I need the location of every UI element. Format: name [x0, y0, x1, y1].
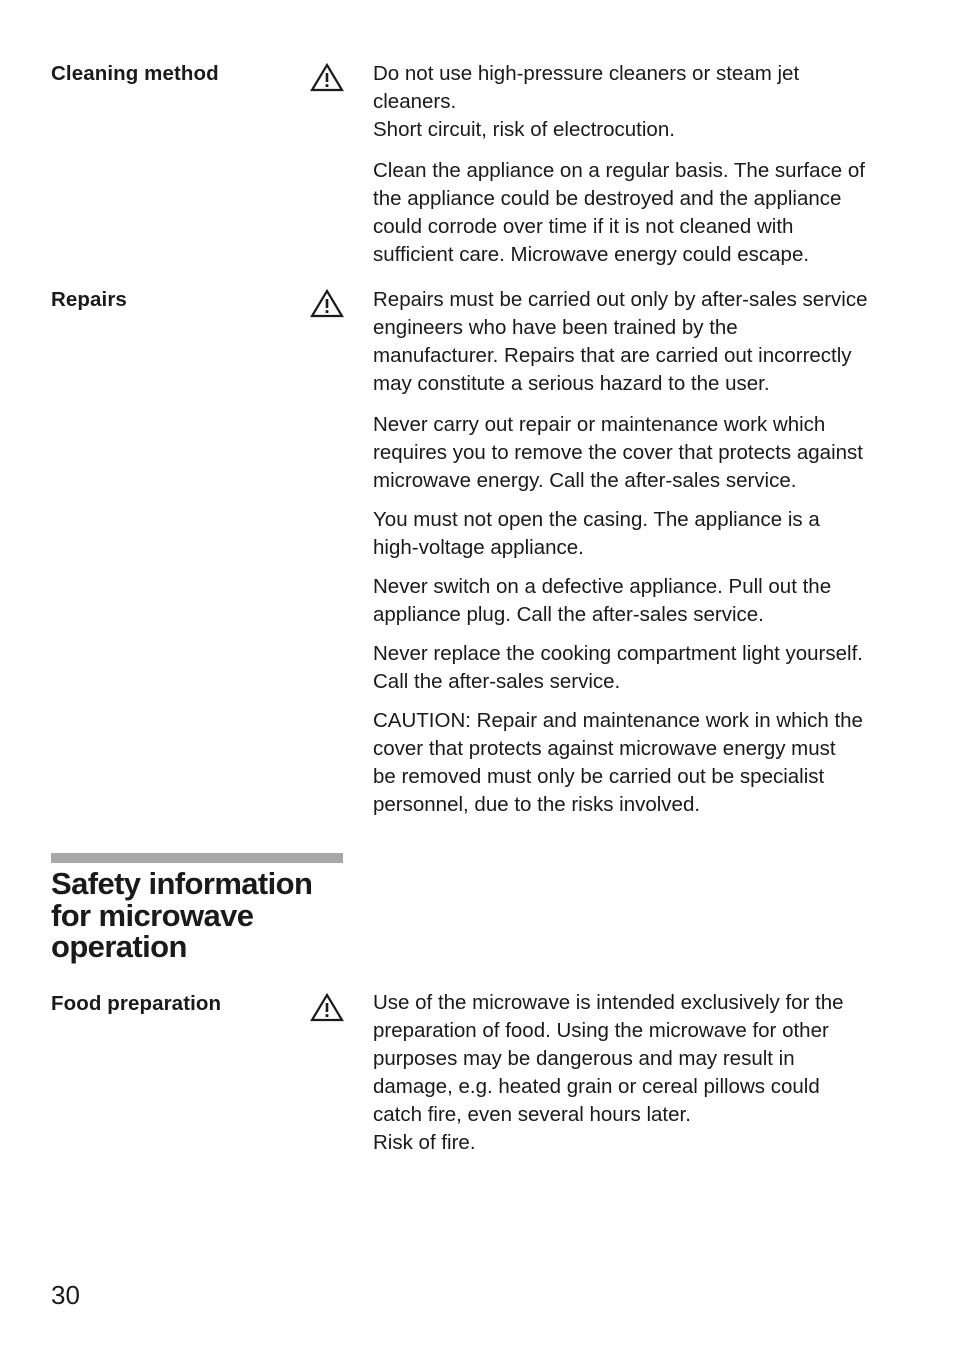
section-divider-bar — [51, 853, 343, 863]
repairs-paragraph-1: Repairs must be carried out only by after-sales service engineers who have been trained by the manufacturer. Repairs that are carried out incorrectly may constitute a serious hazard to the user. — [373, 288, 868, 395]
food-preparation-label: Food preparation — [51, 992, 222, 1015]
repairs-paragraph-4: Never switch on a defective appliance. Pull out the appliance plug. Call the after-sales service. — [373, 575, 832, 626]
repairs-paragraph-3: You must not open the casing. The appliance is a high-voltage appliance. — [373, 508, 820, 559]
section-heading: Safety information for microwave operation — [51, 866, 313, 964]
cleaning-method-paragraph-1: Do not use high-pressure cleaners or steam jet cleaners. Short circuit, risk of electrocution. — [373, 62, 800, 141]
food-preparation-paragraph: Use of the microwave is intended exclusively for the preparation of food. Using the microwave for other purposes may be dangerous and may result in damage, e.g. heated grain or cereal pillows could catch fire, even several hours later. Risk of fire. — [373, 991, 844, 1154]
cleaning-method-paragraph-2: Clean the appliance on a regular basis. The surface of the appliance could be destroyed and the appliance could corrode over time if it is not cleaned with sufficient care. Microwave energy could escape. — [373, 159, 865, 266]
warning-triangle-icon — [310, 288, 344, 320]
page-number: 30 — [51, 1280, 80, 1310]
repairs-paragraph-2: Never carry out repair or maintenance work which requires you to remove the cover that protects against microwave energy. Call the after-sales service. — [373, 413, 863, 492]
repairs-paragraph-5: Never replace the cooking compartment light yourself. Call the after-sales service. — [373, 642, 863, 693]
warning-triangle-icon — [310, 992, 344, 1024]
cleaning-method-label: Cleaning method — [51, 62, 219, 85]
warning-triangle-icon — [310, 62, 344, 94]
repairs-paragraph-6: CAUTION: Repair and maintenance work in which the cover that protects against microwave energy must be removed must only be carried out be specialist personnel, due to the risks involved. — [373, 709, 863, 816]
repairs-label: Repairs — [51, 288, 127, 311]
